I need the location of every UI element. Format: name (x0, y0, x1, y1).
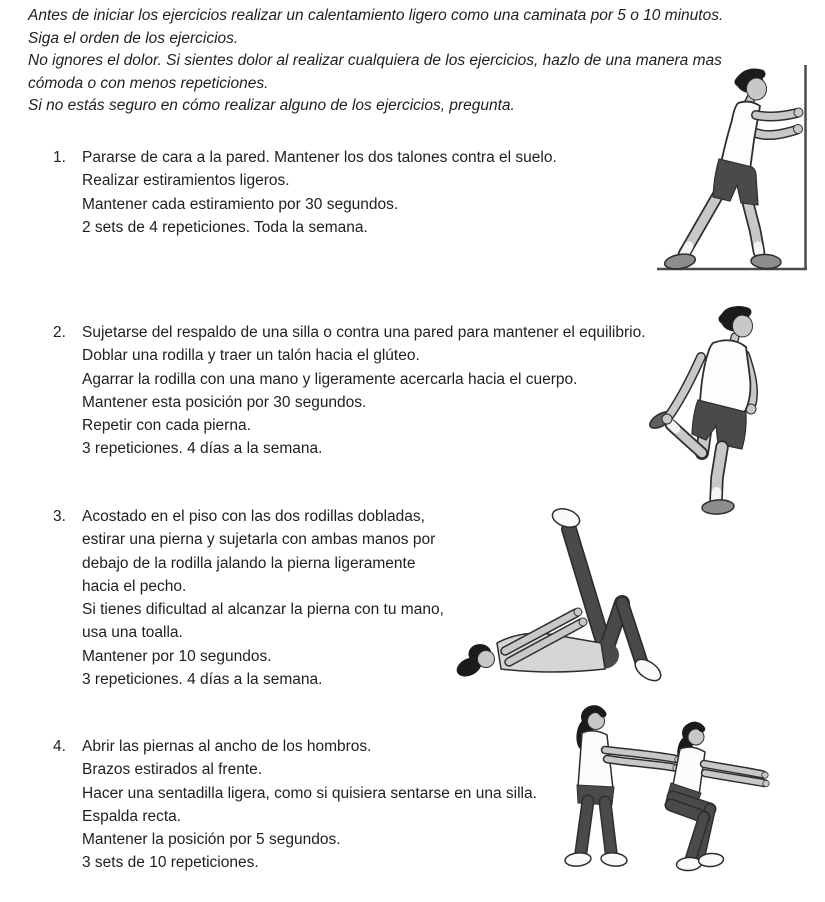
exercise-number: 3. (53, 508, 66, 525)
intro-line: Antes de iniciar los ejercicios realizar un calentamiento ligero como una caminata por 5 o 10 minutos. (28, 7, 724, 24)
exercise-line: Acostado en el piso con las dos rodillas dobladas, (82, 508, 425, 525)
exercise-line: debajo de la rodilla jalando la pierna ligeramente (82, 554, 416, 572)
exercise-line: Doblar una rodilla y traer un talón hacia el glúteo. (82, 347, 420, 365)
exercise-item-3 (53, 505, 444, 691)
intro-line: Si no estás seguro en cómo realizar alguno de los ejercicios, pregunta. (28, 97, 515, 114)
exercise-line: Brazos estirados al frente. (82, 761, 263, 779)
exercise-text (82, 321, 646, 461)
exercise-item-4 (53, 735, 537, 875)
wall-calf-stretch-illustration (655, 58, 810, 273)
squat-exercise-illustration (563, 702, 778, 882)
exercise-line: Hacer una sentadilla ligera, como si quisiera sentarse en una silla. (82, 784, 537, 802)
exercise-line: 2 sets de 4 repeticiones. Toda la semana. (82, 218, 368, 236)
exercise-line: Repetir con cada pierna. (82, 417, 251, 435)
exercise-line: Sujetarse del respaldo de una silla o contra una pared para mantener el equilibrio. (82, 324, 646, 341)
intro-line: No ignores el dolor. Si sientes dolor al realizar cualquiera de los ejercicios, hazlo de una manera mas (28, 52, 722, 69)
exercise-line: Agarrar la rodilla con una mano y ligeramente acercarla hacia el cuerpo. (82, 370, 578, 388)
intro-line: cómoda o con menos repeticiones. (28, 74, 269, 92)
standing-quad-stretch-illustration (645, 303, 770, 515)
exercise-text (82, 146, 557, 239)
exercise-line: Mantener la posición por 5 segundos. (82, 831, 341, 849)
exercise-number: 1. (53, 149, 66, 166)
exercise-item-2 (53, 321, 646, 461)
exercise-line: estirar una pierna y sujetarla con ambas manos por (82, 531, 436, 549)
exercise-line: 3 sets de 10 repeticiones. (82, 854, 259, 872)
exercise-line: 3 repeticiones. 4 días a la semana. (82, 440, 323, 458)
exercise-line: Espalda recta. (82, 807, 182, 825)
exercise-line: Si tienes dificultad al alcanzar la pierna con tu mano, (82, 601, 444, 619)
exercise-text (82, 505, 444, 691)
exercise-line: Pararse de cara a la pared. Mantener los dos talones contra el suelo. (82, 149, 557, 166)
exercise-line: Realizar estiramientos ligeros. (82, 172, 290, 190)
exercise-line: usa una toalla. (82, 624, 183, 642)
lying-hamstring-stretch-illustration (455, 503, 670, 691)
exercise-line: hacia el pecho. (82, 577, 187, 595)
exercise-line: 3 repeticiones. 4 días a la semana. (82, 671, 323, 689)
exercise-item-1 (53, 146, 557, 239)
exercise-line: Abrir las piernas al ancho de los hombros. (82, 738, 372, 755)
exercise-line: Mantener esta posición por 30 segundos. (82, 393, 367, 411)
exercise-line: Mantener por 10 segundos. (82, 647, 272, 665)
exercise-number: 2. (53, 324, 66, 341)
exercise-text (82, 735, 537, 875)
intro-line: Siga el orden de los ejercicios. (28, 29, 239, 47)
exercise-line: Mantener cada estiramiento por 30 segundos. (82, 195, 399, 213)
exercise-number: 4. (53, 738, 66, 755)
